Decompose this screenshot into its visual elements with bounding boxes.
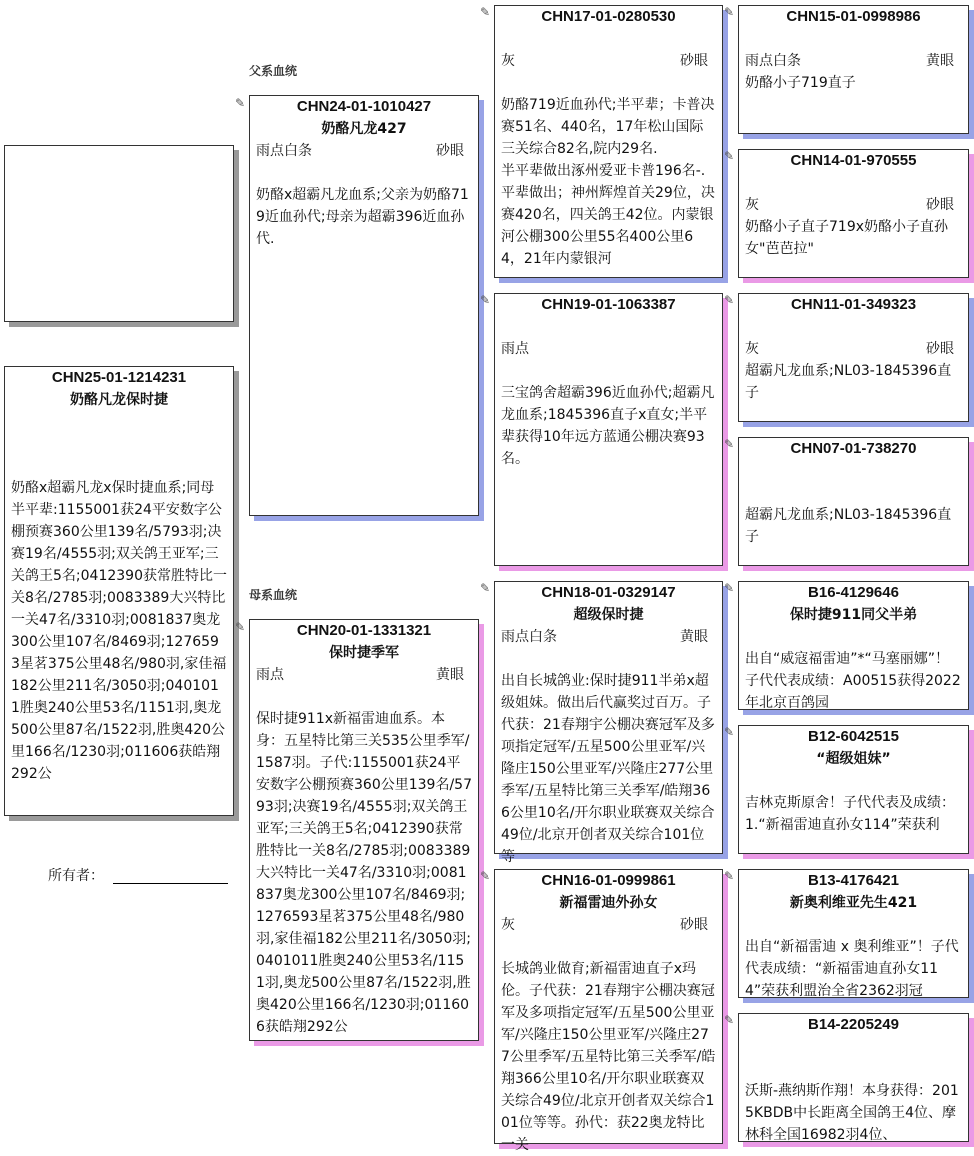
notes: 奶酪小子直子719x奶酪小子直孙女"芭芭拉" [745, 219, 949, 257]
ring-number: CHN20-01-1331321 [296, 622, 432, 639]
pigeon-name: 保时捷911同父半弟 [789, 607, 918, 623]
dam-line-label: 母系血统 [249, 588, 298, 602]
notes: 出自“威寇福雷迪”*“马塞丽娜”！子代代表成绩：A00515获得2022年北京百鸽园 [745, 651, 961, 711]
ancestor-card[interactable] [738, 1013, 969, 1142]
edit-icon[interactable]: ✎ [724, 869, 735, 883]
ring-number: B16-4129646 [808, 584, 899, 601]
ancestor-card[interactable] [738, 293, 969, 422]
ring-number: CHN16-01-0999861 [541, 872, 676, 889]
pigeon-name [745, 28, 962, 50]
edit-icon[interactable]: ✎ [724, 149, 735, 163]
owner-label: 所有者： [48, 868, 104, 884]
pigeon-name: 超级保时捷 [573, 607, 644, 623]
edit-icon[interactable]: ✎ [724, 5, 735, 19]
pigeon-name: 奶酪凡龙保时捷 [70, 392, 168, 408]
color: 灰 [501, 917, 515, 933]
ring-number: B12-6042515 [808, 728, 899, 745]
ancestor-card[interactable] [738, 869, 969, 998]
subject-card[interactable] [4, 366, 234, 816]
ring-number: CHN24-01-1010427 [296, 98, 432, 115]
notes: 出自长城鸽业:保时捷911半弟x超级姐妹。做出后代赢奖过百万。子代获：21春翔宇公棚决赛冠军及多项指定冠军/五星500公里亚军/兴隆庄150公里亚军/兴隆庄277公里季军/五星特比第三关季军/皓翔366公里10名/开尔职业联赛双关综合49位/北京开创者双关综合101位等 [501, 673, 715, 865]
ancestor-card[interactable] [738, 437, 969, 566]
ring-number: CHN18-01-0329147 [541, 584, 676, 601]
eye: 砂眼 [926, 197, 954, 213]
eye: 砂眼 [926, 341, 954, 357]
pigeon-name [501, 316, 716, 338]
edit-icon[interactable]: ✎ [480, 581, 491, 595]
ancestor-card[interactable] [494, 293, 723, 566]
ring-number: CHN25-01-1214231 [51, 369, 187, 386]
color: 雨点白条 [745, 53, 801, 69]
notes: 吉林克斯原舍！子代代表及成绩：1.“新福雷迪直孙女114”荣获利 [745, 795, 955, 833]
edit-icon[interactable]: ✎ [235, 620, 246, 634]
pigeon-name [745, 1036, 962, 1058]
edit-icon[interactable]: ✎ [480, 5, 491, 19]
color: 雨点白条 [501, 629, 557, 645]
owner-field[interactable] [113, 883, 228, 884]
eye: 砂眼 [680, 917, 708, 933]
photo-placeholder[interactable] [4, 145, 234, 322]
edit-icon[interactable]: ✎ [724, 1013, 735, 1027]
eye: 砂眼 [680, 53, 708, 69]
ancestor-card[interactable] [738, 581, 969, 710]
ring-number: CHN07-01-738270 [790, 440, 917, 457]
dam-card[interactable] [249, 619, 479, 1041]
ring-number: B14-2205249 [808, 1016, 899, 1033]
sire-card[interactable] [249, 95, 479, 516]
notes: 超霸凡龙血系;NL03-1845396直子 [745, 363, 952, 401]
color: 雨点 [501, 341, 529, 357]
notes: 超霸凡龙血系;NL03-1845396直子 [745, 507, 952, 545]
notes: 出自“新福雷迪 x 奥利维亚”！子代代表成绩：“新福雷迪直孙女114”荣获利盟治全省2362羽冠 [745, 939, 959, 999]
eye: 黄眼 [680, 629, 708, 645]
notes: 沃斯-燕纳斯作翔！本身获得：2015KBDB中长距离全国鸽王4位、摩林科全国16982羽4位、 [745, 1083, 959, 1143]
pigeon-name: 新奥利维亚先生421 [789, 895, 918, 911]
notes: 奶酪x超霸凡龙x保时捷血系;同母半平辈:1155001获24平安数字公棚预赛360公里139名/5793羽;决赛19名/4555羽;双关鸽王亚军;三关鸽王5名;0412390获常胜特比一关8名/2785羽;0083389大兴特比一关47名/3310羽;0081837奥龙300公里107名/8469羽;1276593星茗375公里48名/980羽,家佳福182公里211名/3050羽;0401011胜奥240公里53名/1151羽,奥龙500公里87名/1522羽,胜奥420公里166名/1230羽;011606获皓翔292公 [11, 480, 227, 782]
pigeon-name: 新福雷迪外孙女 [559, 895, 658, 911]
notes: 长城鸽业做育;新福雷迪直子x玛伦。子代获：21春翔宇公棚决赛冠军及多项指定冠军/五星500公里亚军/兴隆庄150公里亚军/兴隆庄277公里季军/五星特比第三关季军/皓翔366公里10名/开尔职业联赛双关综合49位/北京开创者双关综合101位等等。孙代：获22奥龙特比一关 [501, 961, 716, 1153]
ring-number: B13-4176421 [808, 872, 899, 889]
color: 灰 [745, 341, 759, 357]
notes: 保时捷911x新福雷迪血系。本身：五星特比第三关535公里季军/1587羽。子代:1155001获24平安数字公棚预赛360公里139名/5793羽;决赛19名/4555羽;双关鸽王亚军;三关鸽王5名;0412390获常胜特比一关8名/2785羽;0083389大兴特比一关47名/3310羽;0081837奥龙300公里107名/8469羽;1276593星茗375公里48名/980羽,家佳福182公里211名/3050羽;0401011胜奥240公里53名/1151羽,奥龙500公里87名/1522羽,胜奥420公里166名/1230羽;011606获皓翔292公 [256, 711, 472, 1035]
notes: 奶酪719近血孙代;半平辈；卡普决赛51名、440名，17年松山国际三关综合82名,院内29名. 半平辈做出涿州爱亚卡普196名-.平辈做出；神州辉煌首关29位，决赛420名，四关鸽王42位。内蒙银河公棚300公里55名400公里64，21年内蒙银河 [501, 97, 715, 267]
pigeon-name: 奶酪凡龙427 [321, 121, 407, 137]
notes: 奶酪小子719直子 [745, 75, 856, 91]
ancestor-card[interactable] [738, 725, 969, 854]
ancestor-card[interactable] [738, 149, 969, 278]
color: 灰 [745, 197, 759, 213]
pigeon-name: 保时捷季军 [329, 645, 399, 661]
pigeon-name [745, 316, 962, 338]
edit-icon[interactable]: ✎ [724, 437, 735, 451]
ancestor-card[interactable] [494, 5, 723, 278]
notes: 三宝鸽舍超霸396近血孙代;超霸凡龙血系;1845396直子x直女;半平辈获得10年远方蓝通公棚决赛93名。 [501, 385, 715, 467]
pigeon-name: “超级姐妹” [816, 751, 891, 767]
ring-number: CHN11-01-349323 [790, 296, 917, 313]
color: 雨点 [256, 667, 284, 683]
pigeon-name [501, 28, 716, 50]
edit-icon[interactable]: ✎ [480, 293, 491, 307]
ancestor-card[interactable] [494, 869, 723, 1153]
edit-icon[interactable]: ✎ [724, 293, 735, 307]
ancestor-card[interactable] [494, 581, 723, 865]
color: 雨点白条 [256, 143, 312, 159]
pigeon-name [745, 172, 962, 194]
color: 灰 [501, 53, 515, 69]
eye: 黄眼 [926, 53, 954, 69]
eye: 砂眼 [436, 143, 464, 159]
ring-number: CHN15-01-0998986 [786, 8, 921, 25]
pigeon-name [745, 460, 962, 482]
notes: 奶酪x超霸凡龙血系;父亲为奶酪719近血孙代;母亲为超霸396近血孙代. [256, 187, 469, 247]
ring-number: CHN14-01-970555 [790, 152, 917, 169]
ring-number: CHN19-01-1063387 [541, 296, 676, 313]
edit-icon[interactable]: ✎ [235, 96, 246, 110]
edit-icon[interactable]: ✎ [724, 581, 735, 595]
ring-number: CHN17-01-0280530 [541, 8, 676, 25]
eye: 黄眼 [436, 667, 464, 683]
sire-line-label: 父系血统 [249, 64, 298, 78]
ancestor-card[interactable] [738, 5, 969, 134]
edit-icon[interactable]: ✎ [480, 869, 491, 883]
edit-icon[interactable]: ✎ [724, 725, 735, 739]
